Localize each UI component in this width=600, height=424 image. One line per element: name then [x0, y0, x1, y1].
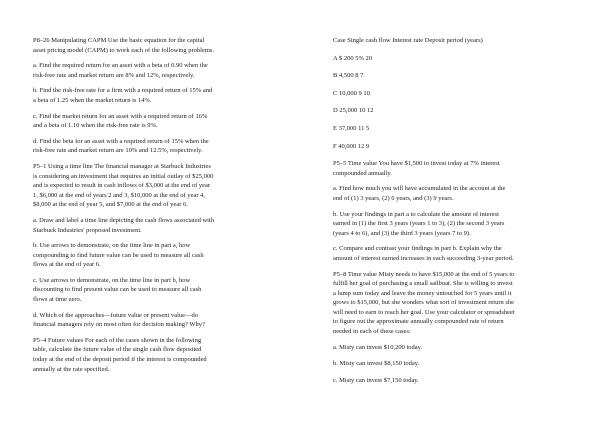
problem-p8-26-part-a: a. Find the required return for an asset with a beta of 0.90 when the risk-free rate and market return are 8% and 12%, respectively.	[33, 62, 208, 79]
problem-p8-26-part-d: d. Find the beta for an asset with a required return of 15% when the risk-free rate and market return are 10% and 12.5%, respectively.	[33, 137, 209, 155]
problem-p5-8-part-b: b. Misty can invest $8,150 today.	[333, 360, 420, 368]
right-column	[333, 36, 580, 385]
table-row: C 10,000 9 10	[333, 89, 370, 97]
problem-p5-8-intro: P5–8 Time value Misty needs to have $15,000 at the end of 5 years to fulfill her goal of purchasing a small sailboat. She is willing to invest a lump sum today and leave the money untouched for 5 years until it grows to $15,000, but she wonders what sort of investment return she will need to earn to reach her goal. Use your calculator or spreadsheet to figure out the approximate annually compounded rate of return needed in each of these cases:	[333, 270, 515, 336]
problem-p5-8-part-a: a. Misty can invest $10,200 today.	[333, 343, 423, 351]
problem-p5-1-part-b: b. Use arrows to demonstrate, on the time line in part a, how compounding to find future value can be used to measure all cash flows at the end of year 6.	[33, 242, 204, 269]
left-column	[33, 36, 286, 374]
problem-p5-5-part-b: b. Use your findings in part a to calculate the amount of interest earned in (1) the first 3 years (years 1 to 3), (2) the second 3 years (years 4 to 6), and (3) the third 3 years (years 7 to 9).	[333, 210, 505, 237]
problem-p5-5-part-a: a. Find how much you will have accumulated in the account at the end of (1) 3 years, (2) 6 years, and (3) 9 years.	[333, 185, 506, 202]
table-row: B 4,500 8 7	[333, 72, 364, 80]
problem-p5-1-part-a: a. Draw and label a time line depicting the cash flows associated with Starbuck Industries' proposed investment.	[33, 216, 215, 234]
table-header-row: Case Single cash flow Interest rate Deposit period (years)	[333, 37, 483, 44]
table-row: F 40,000 12 9	[333, 142, 370, 150]
problem-p5-1-part-c: c. Use arrows to demonstrate, on the time line in part b, how discounting to find present value can be used to measure all cash flows at time zero.	[33, 276, 202, 304]
problem-p5-5-part-c: c. Compare and contrast your findings in part b. Explain why the amount of interest earned increases in each succeeding 3-year period.	[333, 245, 514, 262]
problem-p5-4-intro: P5–4 Future values For each of the cases shown in the following table, calculate the future value of the single cash flow deposited today at the end of the deposit period if the interest is compounded annually at the rate specified.	[33, 336, 207, 373]
problem-p8-26-part-c: c. Find the market return for an asset with a required return of 16% and a beta of 1.10 when the risk-free rate is 9%.	[33, 112, 208, 130]
table-row: D 25,000 10 12	[333, 107, 374, 115]
problem-p8-26-intro: P8–26 Manipulating CAPM Use the basic equation for the capital asset pricing model (CAPM) to work each of the following problems.	[33, 37, 215, 54]
problem-p5-8-part-c: c. Misty can invest $7,150 today.	[333, 376, 419, 384]
problem-p5-1-part-d: d. Which of the approaches—future value or present value—do financial managers rely on most often for decision making? Why?	[33, 311, 205, 329]
problem-p5-1-intro: P5–1 Using a time line The financial manager at Starbuck Industries is considering an investment that requires an initial outlay of $25,000 and is expected to result in cash inflows of $3,000 at the end of year 1, $6,000 at the end of years 2 and 3, $10,000 at the end of year 4, $8,000 at the end of year 5, and $7,000 at the end of year 6.	[33, 162, 214, 209]
problem-p8-26-part-b: b. Find the risk-free rate for a firm with a required return of 15% and a beta of 1.25 when the market return is 14%.	[33, 87, 213, 104]
table-row: A $ 200 5% 20	[333, 54, 372, 62]
table-row: E 37,000 11 5	[333, 124, 370, 132]
problem-p5-5-intro: P5–5 Time value You have $1,500 to invest today at 7% interest compounded annually.	[333, 160, 500, 177]
